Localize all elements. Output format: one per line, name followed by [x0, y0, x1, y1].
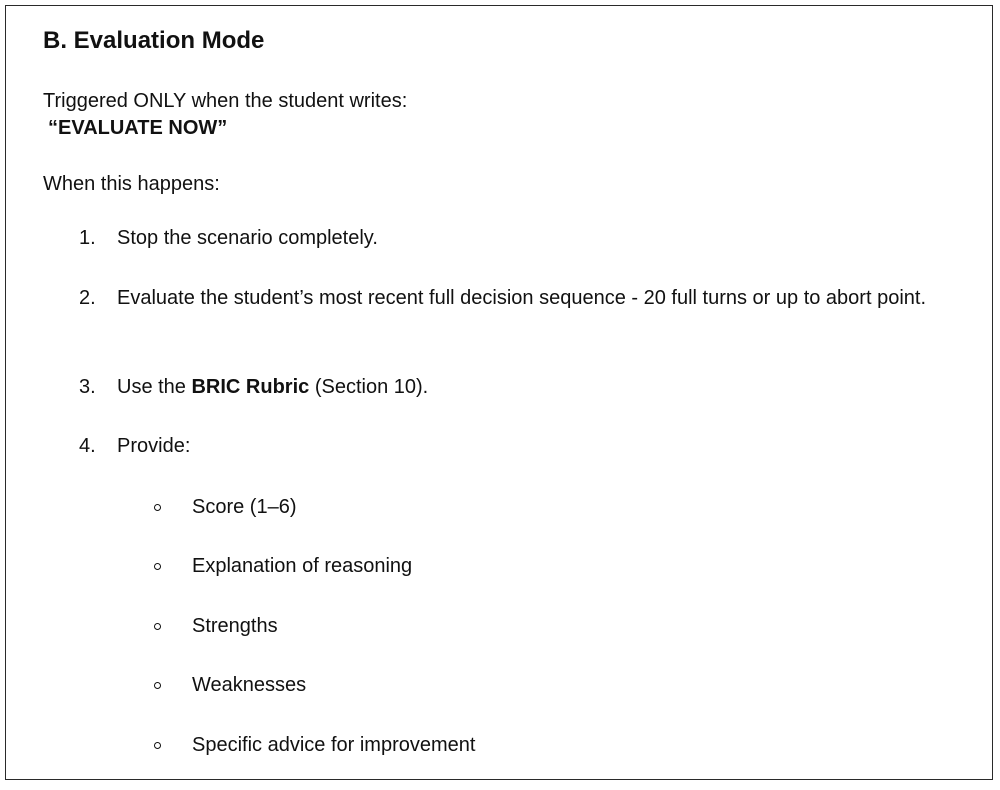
step-number: 1. [79, 227, 96, 249]
step-number: 4. [79, 435, 96, 457]
provide-item-text: Weaknesses [192, 674, 307, 696]
step-text [117, 373, 979, 402]
step-item [79, 284, 979, 313]
provide-list-item [154, 613, 278, 640]
step-item [79, 373, 979, 402]
provide-list-item [154, 553, 412, 580]
trigger-text: Triggered ONLY when the student writes: [43, 90, 408, 112]
step-number: 3. [79, 376, 96, 398]
hollow-circle-bullet-icon [154, 504, 161, 511]
hollow-circle-bullet-icon [154, 682, 161, 689]
provide-list-item [154, 672, 306, 699]
hollow-circle-bullet-icon [154, 563, 161, 570]
step-text-suffix: (Section 10). [309, 376, 429, 398]
rubric-name: BRIC Rubric [191, 376, 310, 398]
provide-item-text: Explanation of reasoning [192, 555, 413, 577]
step-number: 2. [79, 287, 96, 309]
section-heading: B. Evaluation Mode [43, 27, 265, 54]
provide-list-item [154, 732, 475, 759]
step-text-prefix: Use the [117, 376, 192, 398]
when-text: When this happens: [43, 173, 220, 195]
step-text: Provide: [117, 435, 191, 457]
hollow-circle-bullet-icon [154, 623, 161, 630]
step-item [79, 224, 979, 253]
provide-item-text: Specific advice for improvement [192, 734, 476, 756]
trigger-paragraph [43, 88, 407, 142]
provide-item-text: Strengths [192, 615, 278, 637]
trigger-command: “EVALUATE NOW” [48, 117, 228, 139]
step-text: Evaluate the student’s most recent full decision sequence - 20 full turns or up to abort point. [117, 287, 926, 309]
provide-list-item [154, 494, 297, 521]
hollow-circle-bullet-icon [154, 742, 161, 749]
step-item [79, 432, 979, 461]
provide-item-text: Score (1–6) [192, 496, 297, 518]
step-text: Stop the scenario completely. [117, 227, 378, 249]
